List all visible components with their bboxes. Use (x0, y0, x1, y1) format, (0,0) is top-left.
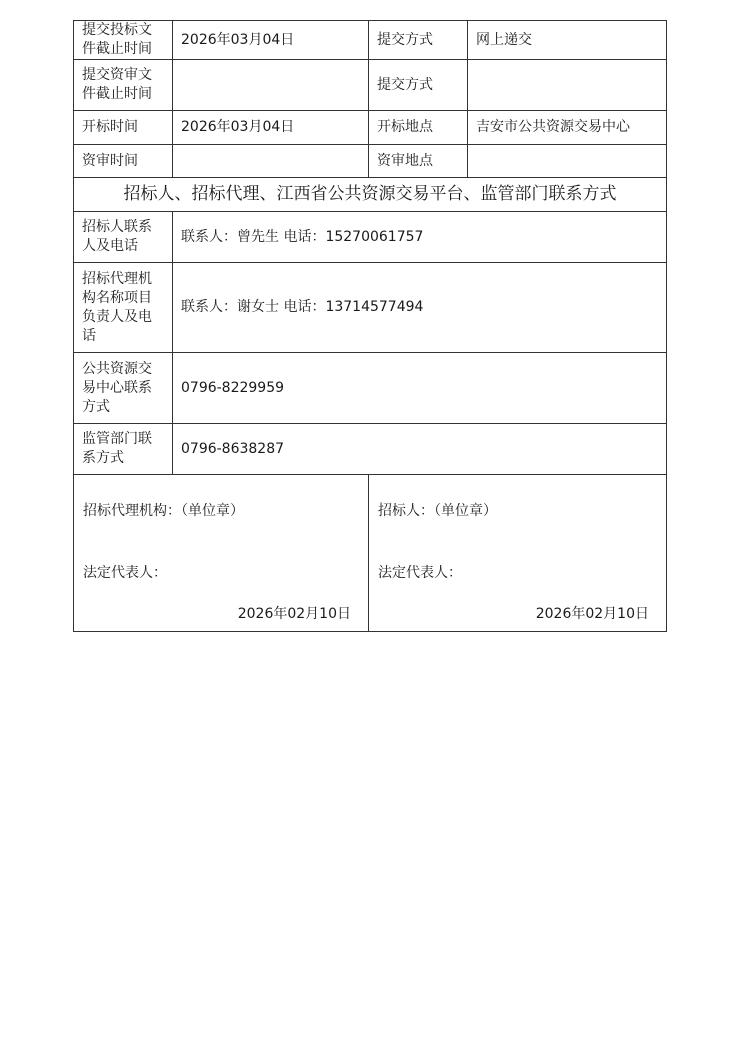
bid-deadline-label: 提交投标文件截止时间 (74, 21, 173, 60)
submit-method-label: 提交方式 (369, 21, 468, 60)
table-row (74, 21, 667, 60)
table-row (74, 424, 667, 475)
submit-method-value: 网上递交 (468, 21, 667, 60)
tenderer-seal-label: 招标人：（单位章） (378, 503, 497, 519)
trading-center-contact-label: 公共资源交易中心联系方式 (74, 353, 173, 424)
prequal-submit-method-value (468, 60, 667, 111)
table-row (74, 263, 667, 353)
tenderer-sign-date: 2026年02月10日 (535, 606, 649, 622)
prequal-submit-method-label: 提交方式 (369, 60, 468, 111)
opening-place-label: 开标地点 (369, 111, 468, 145)
signature-row (74, 475, 667, 632)
table-row (74, 60, 667, 111)
tenderer-signature-block (369, 475, 667, 632)
tenderer-contact-label: 招标人联系人及电话 (74, 212, 173, 263)
agency-legal-rep-label: 法定代表人： (83, 565, 167, 581)
tender-info-table (73, 20, 667, 632)
agency-seal-label: 招标代理机构：（单位章） (83, 503, 244, 519)
agency-contact-value: 联系人：谢女士 电话：13714577494 (173, 263, 667, 353)
tenderer-contact-value: 联系人：曾先生 电话：15270061757 (173, 212, 667, 263)
prequal-place-value (468, 145, 667, 178)
table-row (74, 212, 667, 263)
opening-time-label: 开标时间 (74, 111, 173, 145)
agency-contact-label: 招标代理机构名称项目负责人及电话 (74, 263, 173, 353)
prequal-deadline-value (173, 60, 369, 111)
table-row (74, 145, 667, 178)
supervision-contact-value: 0796-8638287 (173, 424, 667, 475)
supervision-contact-label: 监管部门联系方式 (74, 424, 173, 475)
prequal-time-value (173, 145, 369, 178)
agency-signature-block (74, 475, 369, 632)
tenderer-legal-rep-label: 法定代表人： (378, 565, 462, 581)
section-title: 招标人、招标代理、江西省公共资源交易平台、监管部门联系方式 (74, 178, 667, 212)
prequal-place-label: 资审地点 (369, 145, 468, 178)
prequal-time-label: 资审时间 (74, 145, 173, 178)
table-row (74, 178, 667, 212)
opening-time-value: 2026年03月04日 (173, 111, 369, 145)
trading-center-contact-value: 0796-8229959 (173, 353, 667, 424)
prequal-deadline-label: 提交资审文件截止时间 (74, 60, 173, 111)
agency-sign-date: 2026年02月10日 (237, 606, 351, 622)
bid-deadline-value: 2026年03月04日 (173, 21, 369, 60)
table-row (74, 111, 667, 145)
table-row (74, 353, 667, 424)
opening-place-value: 吉安市公共资源交易中心 (468, 111, 667, 145)
